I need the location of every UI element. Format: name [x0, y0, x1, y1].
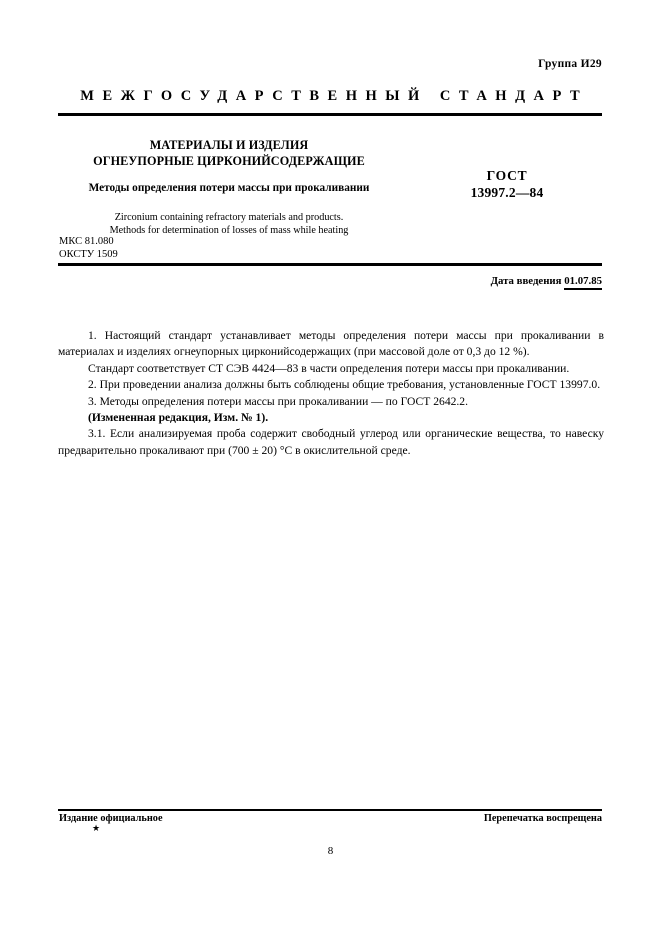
- standard-designation: [412, 167, 602, 201]
- clause-3-1: 3.1. Если анализируемая проба содержит свободный углерод или органические вещества, то навеску предварительно прокаливают при (700 ± 20) °С в окислительной среде.: [58, 427, 604, 457]
- banner-divider: [58, 113, 602, 116]
- footer-divider: [58, 809, 602, 811]
- introduction-date: [491, 275, 602, 287]
- standard-number: 13997.2—84: [470, 185, 544, 200]
- title-block: [58, 138, 400, 237]
- clause-3: 3. Методы определения потери массы при прокаливании — по ГОСТ 2642.2.: [88, 394, 469, 408]
- page-number: 8: [327, 845, 334, 857]
- codes-divider: [58, 263, 602, 266]
- introduction-date-label: Дата введения: [490, 275, 562, 287]
- standard-name: ГОСТ: [486, 168, 528, 183]
- clause-1-note: Стандарт соответствует СТ СЭВ 4424—83 в части определения потери массы при прокаливании.: [88, 361, 570, 375]
- standard-banner: МЕЖГОСУДАРСТВЕННЫЙ СТАНДАРТ: [80, 88, 589, 104]
- document-body: [58, 328, 604, 459]
- footer-reprint-note: Перепечатка воспрещена: [483, 813, 602, 824]
- group-code: Группа И29: [538, 58, 602, 70]
- classification-codes: [59, 236, 118, 261]
- title-main-line-1: МАТЕРИАЛЫ И ИЗДЕЛИЯ: [149, 138, 309, 152]
- star-icon: ★: [92, 823, 101, 833]
- okstu-code: ОКСТУ 1509: [59, 248, 118, 260]
- title-english-line-1: Zirconium containing refractory materials and products.: [114, 212, 344, 223]
- title-english-line-2: Methods for determination of losses of mass while heating: [109, 225, 349, 236]
- introduction-date-value: 01.07.85: [564, 275, 602, 290]
- title-main-line-2: ОГНЕУПОРНЫЕ ЦИРКОНИЙСОДЕРЖАЩИЕ: [93, 153, 365, 168]
- clause-2: 2. При проведении анализа должны быть соблюдены общие требования, установленные ГОСТ 13997.0.: [88, 378, 601, 392]
- title-subtitle: Методы определения потери массы при прокаливании: [88, 182, 370, 194]
- clause-3-revision: (Измененная редакция, Изм. № 1).: [88, 411, 269, 425]
- mks-code: МКС 81.080: [59, 236, 114, 247]
- clause-1: 1. Настоящий стандарт устанавливает методы определения потери массы при прокаливании в материалах и изделиях огнеупорных цирконийсодержащих (при массовой доле от 0,3 до 12 %).: [58, 329, 604, 359]
- footer-edition-note: Издание официальное: [59, 813, 163, 824]
